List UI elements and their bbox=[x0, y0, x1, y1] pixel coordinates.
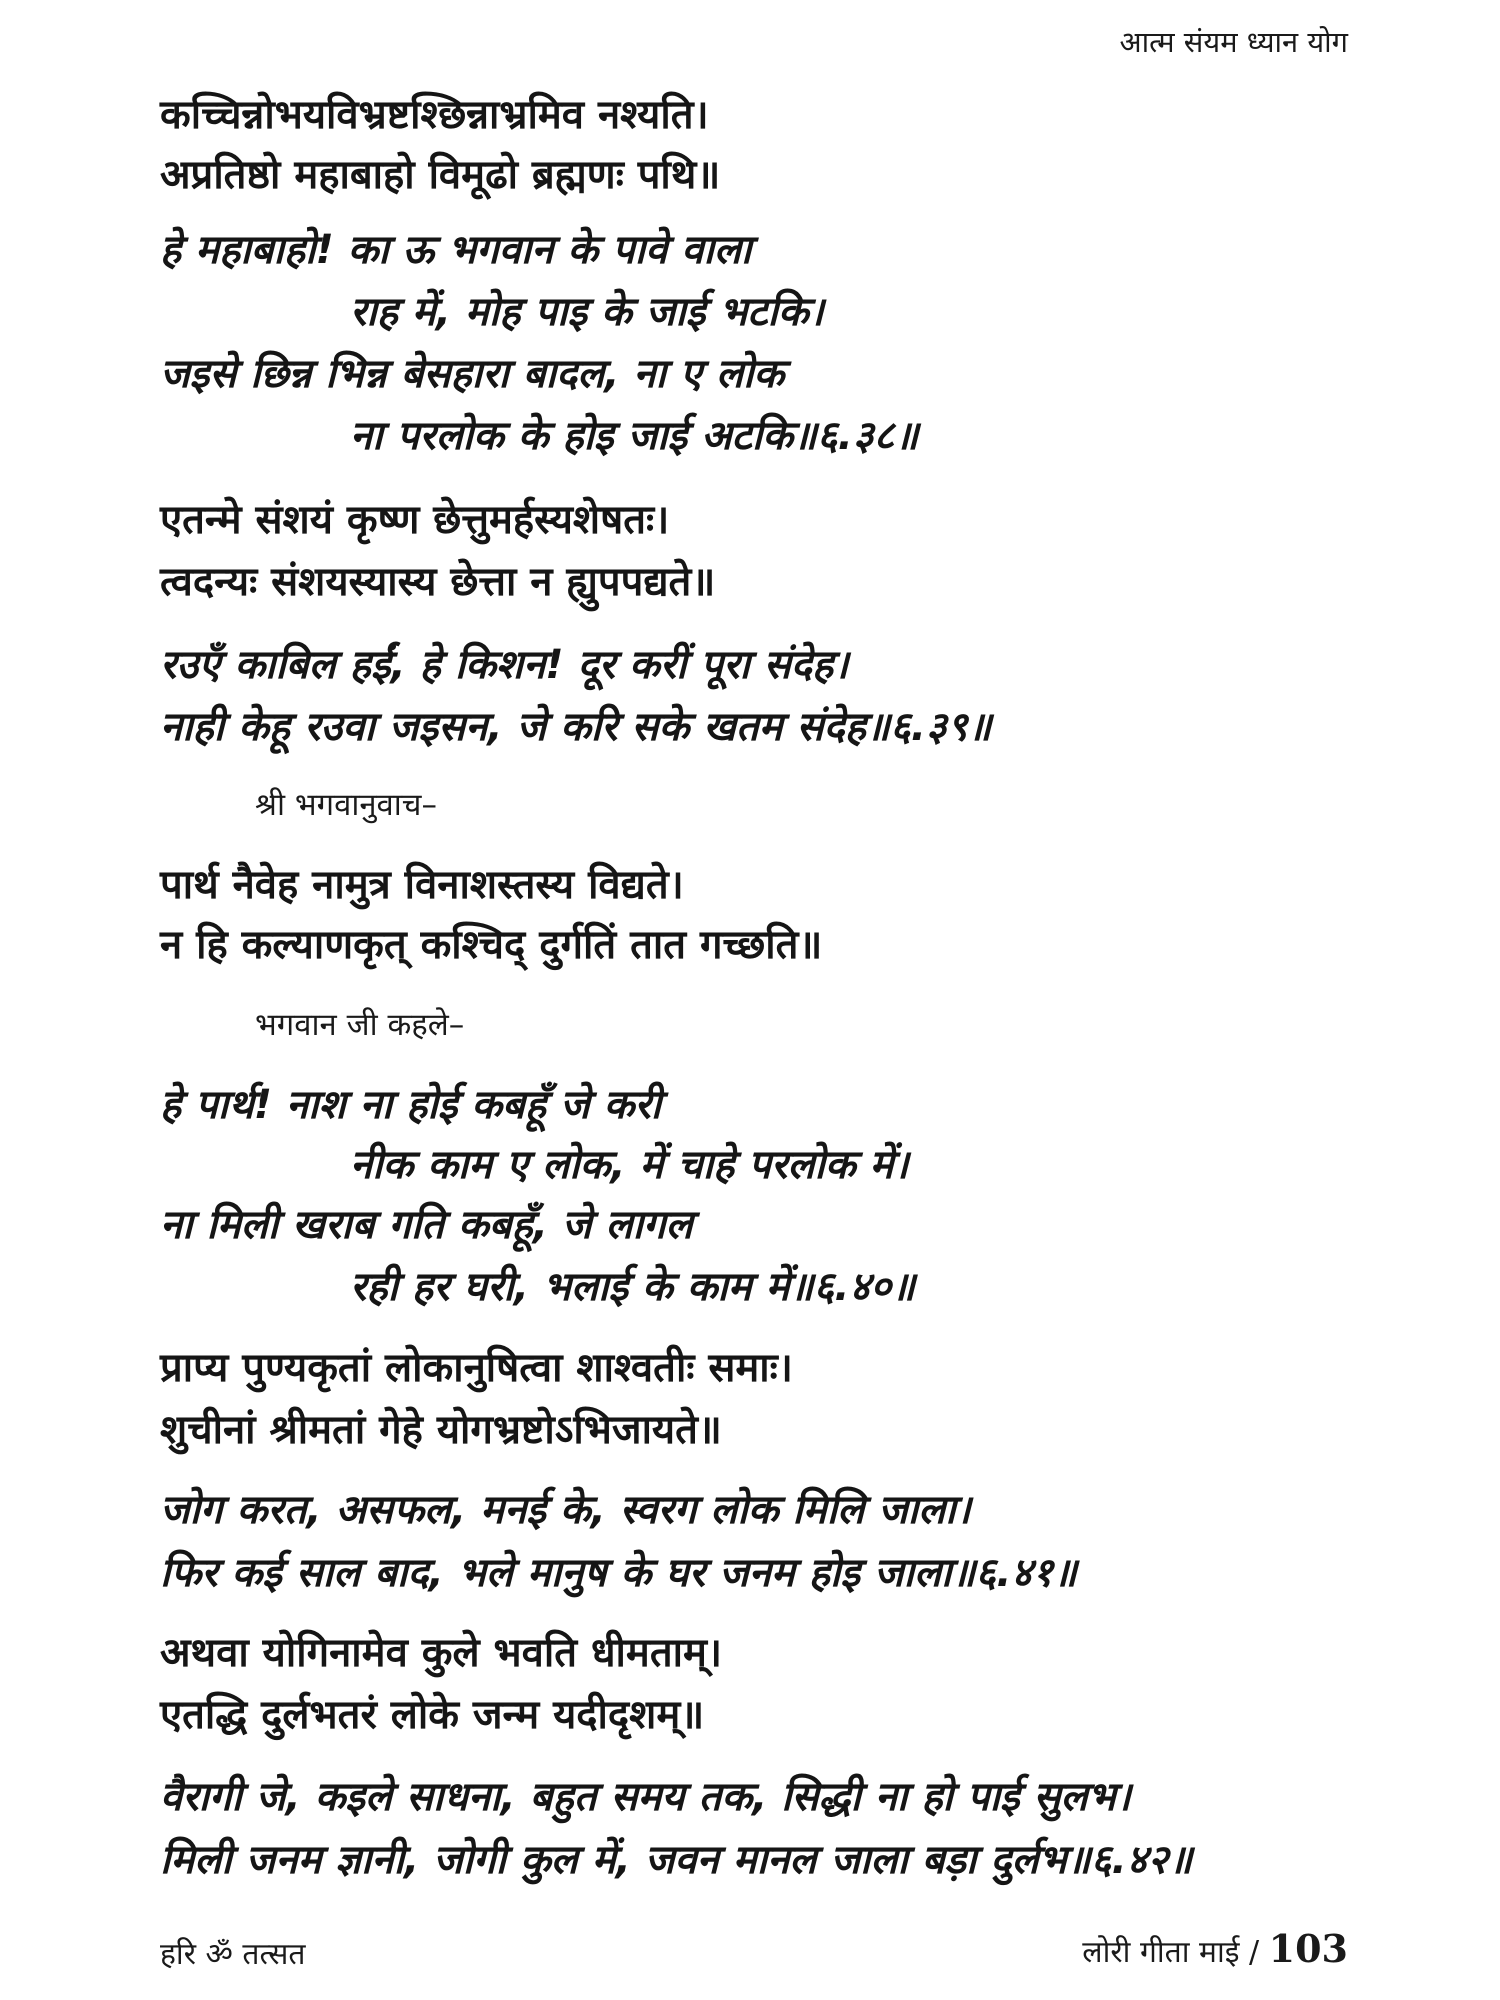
verse-41-sanskrit-line-1: प्राप्य पुण्यकृतां लोकानुषित्वा शाश्वतीः समाः। bbox=[160, 1345, 793, 1391]
verse-38-translation-line-4: ना परलोक के होइ जाई अटकि॥६.३८॥ bbox=[350, 413, 919, 459]
verse-42-translation-line-2: मिली जनम ज्ञानी, जोगी कुल में, जवन मानल जाला बड़ा दुर्लभ॥६.४२॥ bbox=[160, 1837, 1193, 1883]
verse-39-translation-line-1: रउएँ काबिल हईं, हे किशन! दूर करीं पूरा संदेह। bbox=[160, 642, 849, 688]
running-header: आत्म संयम ध्यान योग bbox=[1119, 25, 1348, 59]
footer-separator: / bbox=[1249, 1935, 1260, 1970]
speaker-heading-bhojpuri: भगवान जी कहले– bbox=[255, 1007, 465, 1043]
verse-40-sanskrit-line-1: पार्थ नैवेह नामुत्र विनाशस्तस्य विद्यते। bbox=[160, 862, 684, 908]
verse-41-translation-line-1: जोग करत, असफल, मनई के, स्वरग लोक मिलि जाला। bbox=[160, 1487, 971, 1533]
verse-39-sanskrit-line-2: त्वदन्यः संशयस्यास्य छेत्ता न ह्युपपद्यते॥ bbox=[160, 559, 716, 605]
verse-38-sanskrit-line-2: अप्रतिष्ठो महाबाहो विमूढो ब्रह्मणः पथि॥ bbox=[160, 152, 721, 198]
verse-38-sanskrit-line-1: कच्चिन्नोभयविभ्रष्टश्छिन्नाभ्रमिव नश्यति। bbox=[160, 92, 709, 138]
verse-41-translation-line-2: फिर कई साल बाद, भले मानुष के घर जनम होइ जाला॥६.४१॥ bbox=[160, 1550, 1077, 1596]
verse-40-translation-line-2: नीक काम ए लोक, में चाहे परलोक में। bbox=[350, 1142, 909, 1188]
verse-41-sanskrit-line-2: शुचीनां श्रीमतां गेहे योगभ्रष्टोऽभिजायते॥ bbox=[160, 1407, 722, 1453]
verse-38-translation-line-1: हे महाबाहो! का ऊ भगवान के पावे वाला bbox=[160, 227, 752, 273]
verse-42-sanskrit-line-2: एतद्धि दुर्लभतरं लोके जन्म यदीदृशम्॥ bbox=[160, 1692, 705, 1738]
verse-40-translation-line-4: रही हर घरी, भलाई के काम में॥६.४०॥ bbox=[350, 1264, 916, 1310]
footer-book-title bbox=[1082, 1926, 1348, 1971]
verse-38-translation-line-2: राह में, मोह पाइ के जाई भटकि। bbox=[350, 289, 824, 335]
verse-42-translation-line-1: वैरागी जे, कइले साधना, बहुत समय तक, सिद्धी ना हो पाई सुलभ। bbox=[160, 1774, 1131, 1820]
verse-40-sanskrit-line-2: न हि कल्याणकृत् कश्चिद् दुर्गतिं तात गच्छति॥ bbox=[160, 922, 823, 968]
footer-mantra: हरि ॐ तत्सत bbox=[160, 1937, 306, 1972]
footer-title-text: लोरी गीता माई bbox=[1082, 1935, 1240, 1970]
speaker-heading-sanskrit: श्री भगवानुवाच– bbox=[255, 787, 437, 823]
verse-40-translation-line-3: ना मिली खराब गति कबहूँ, जे लागल bbox=[160, 1202, 693, 1248]
verse-38-translation-line-3: जइसे छिन्न भिन्न बेसहारा बादल, ना ए लोक bbox=[160, 351, 785, 397]
verse-39-translation-line-2: नाही केहू रउवा जइसन, जे करि सके खतम संदेह॥६.३९॥ bbox=[160, 704, 992, 750]
page-number: 103 bbox=[1268, 1926, 1348, 1971]
verse-39-sanskrit-line-1: एतन्मे संशयं कृष्ण छेत्तुमर्हस्यशेषतः। bbox=[160, 497, 670, 543]
verse-42-sanskrit-line-1: अथवा योगिनामेव कुले भवति धीमताम्। bbox=[160, 1630, 723, 1676]
verse-40-translation-line-1: हे पार्थ! नाश ना होई कबहूँ जे करी bbox=[160, 1082, 662, 1128]
